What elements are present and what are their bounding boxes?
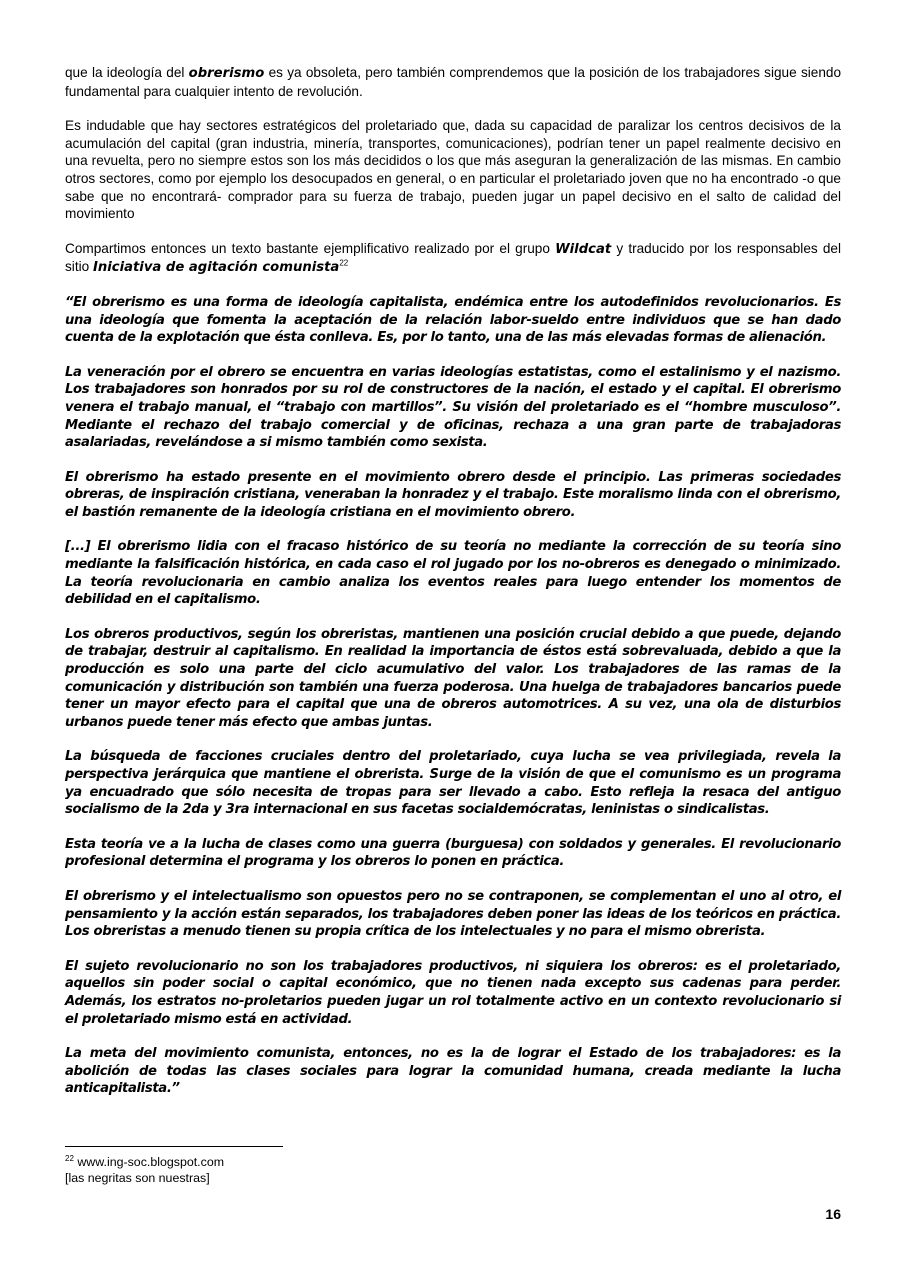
document-body — [65, 64, 841, 1115]
paragraph-1 — [65, 64, 841, 100]
footnote-note: [las negritas son nuestras] — [65, 1171, 210, 1185]
emphasis-wildcat: Wildcat — [555, 241, 612, 257]
paragraph-text: y traducido por los responsables del sitio — [65, 240, 841, 275]
footnote-marker: 22 — [65, 1153, 74, 1163]
paragraph-2: Es indudable que hay sectores estratégicos del proletariado que, dada su capacidad de paralizar los centros decisivos de la acumulación del capital (gran industria, minería, transportes, comunicaciones), podrían tener un papel realmente decisivo en una revuelta, pero no siempre estos son los más decididos o los que más aseguran la generalización de las mismas. En cambio otros sectores, como por ejemplo los desocupados en general, o en particular el proletariado joven que no ha encontrado -o que sabe que no encontrará- comprador para su fuerza de trabajo, pueden jugar un papel decisivo en el salto de calidad del movimiento — [65, 118, 841, 222]
emphasis-obrerismo: obrerismo — [188, 66, 265, 81]
quote-paragraph-3: El obrerismo ha estado presente en el movimiento obrero desde el principio. Las primeras sociedades obreras, de inspiración cristiana, veneraban la honradez y el trabajo. Este moralismo linda con el obrerismo, el bastión remanente de la ideología cristiana en el movimiento obrero. — [65, 469, 841, 520]
quote-paragraph-9: El sujeto revolucionario no son los trabajadores productivos, ni siquiera los obreros: es el proletariado, aquellos sin poder social o capital económico, que no tienen nada excepto sus cadenas para perder. Además, los estratos no-proletarios pueden jugar un rol totalmente activo en un contexto revolucionario si el proletariado mismo está en actividad. — [65, 958, 841, 1027]
footnote-22 — [65, 1154, 224, 1170]
footnote-reference[interactable]: 22 — [339, 258, 349, 268]
quote-paragraph-5: Los obreros productivos, según los obreristas, mantienen una posición crucial debido a que puede, dejando de trabajar, destruir al capitalismo. En realidad la importancia de éstos está sobrevaluada, debido a que la producción es solo una parte del ciclo acumulativo del valor. Los trabajadores de las ramas de la comunicación y distribución son también una fuerza poderosa. Una huelga de trabajadores bancarios puede tener un mayor efecto para el capital que una de obreros automotrices. A su vez, una ola de disturbios urbanos puede tener más efecto que ambas juntas. — [65, 626, 841, 730]
emphasis-site-name: Iniciativa de agitación comunista — [92, 260, 340, 276]
paragraph-text: es ya obsoleta, pero también comprendemos que la posición de los trabajadores sigue siendo fundamental para cualquier intento de revolución. — [65, 65, 841, 99]
footnote-url[interactable]: www.ing-soc.blogspot.com — [73, 1155, 225, 1169]
paragraph-3 — [65, 240, 841, 277]
footnote-divider — [65, 1146, 283, 1147]
quote-paragraph-8: El obrerismo y el intelectualismo son opuestos pero no se contraponen, se complementan el uno al otro, el pensamiento y la acción están separados, los trabajadores deben poner las ideas de los teóricos en práctica. Los obreristas a menudo tienen su propia crítica de los intelectuales y no para el mismo obrerista. — [65, 888, 841, 940]
footnotes — [65, 1154, 224, 1186]
quote-paragraph-7: Esta teoría ve a la lucha de clases como una guerra (burguesa) con soldados y generales. El revolucionario profesional determina el programa y los obreros lo ponen en práctica. — [65, 836, 841, 870]
page-number: 16 — [825, 1206, 841, 1222]
quote-paragraph-6: La búsqueda de facciones cruciales dentro del proletariado, cuya lucha se vea privilegiada, revela la perspectiva jerárquica que mantiene el obrerista. Surge de la visión de que el comunismo es un programa ya encuadrado que sólo necesita de tropas para ser llevado a cabo. Esto refleja la resaca del antiguo socialismo de la 2da y 3ra internacional en sus facetas socialdemócratas, leninistas o sindicalistas. — [65, 749, 841, 818]
paragraph-text: que la ideología del — [65, 65, 189, 80]
quote-paragraph-1: “El obrerismo es una forma de ideología capitalista, endémica entre los autodefinidos revolucionarios. Es una ideología que fomenta la aceptación de la relación labor-sueldo entre individuos que se han dado cuenta de la explotación que ésta conlleva. Es, por lo tanto, una de las más elevadas formas de alienación. — [65, 294, 841, 346]
paragraph-text: Compartimos entonces un texto bastante ejemplificativo realizado por el grupo — [65, 240, 556, 256]
quote-paragraph-10: La meta del movimiento comunista, entonces, no es la de lograr el Estado de los trabajadores: es la abolición de todas las clases sociales para lograr la comunidad humana, creada mediante la lucha anticapitalista.” — [65, 1046, 841, 1097]
quote-paragraph-2: La veneración por el obrero se encuentra en varias ideologías estatistas, como el estalinismo y el nazismo. Los trabajadores son honrados por su rol de constructores de la nación, el estado y el capital. El obrerismo venera el trabajo manual, el “trabajo con martillos”. Su visión del proletariado es el “hombre musculoso”. Mediante el rechazo del trabajo comercial y de oficinas, rechaza a una gran parte de trabajadoras asalariadas, revelándose a si mismo también como sexista. — [65, 364, 841, 451]
quote-paragraph-4: [...] El obrerismo lidia con el fracaso histórico de su teoría no mediante la corrección de su teoría sino mediante la falsificación histórica, en cada caso el rol jugado por los no-obreros es denegado o minimizado. La teoría revolucionaria en cambio analiza los eventos reales para luego entender los momentos de debilidad en el capitalismo. — [65, 539, 841, 608]
